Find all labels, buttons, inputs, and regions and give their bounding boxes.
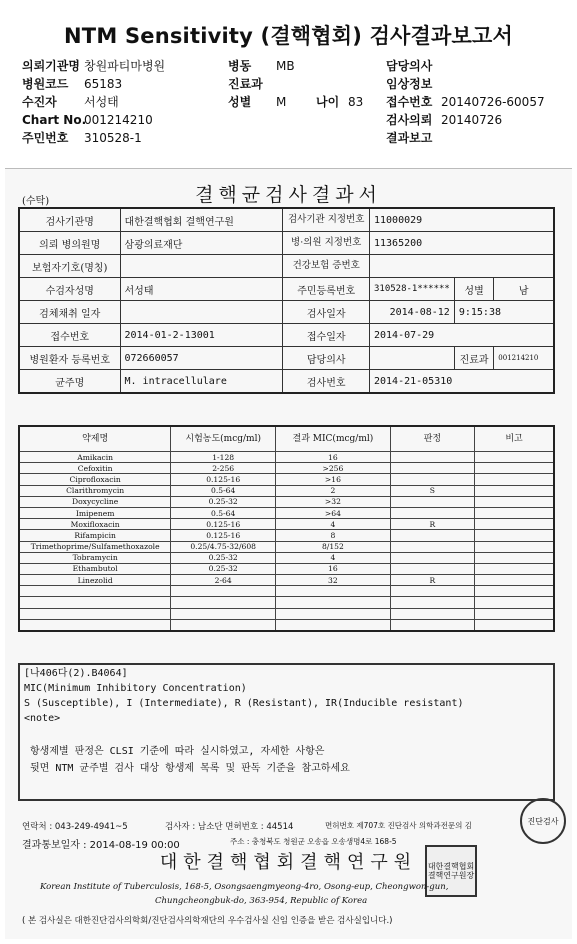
mic-result: 8 xyxy=(276,530,391,541)
notes-code: [나406다(2).B4064] xyxy=(24,668,128,679)
ward-value: MB xyxy=(276,59,295,73)
drug-name: Clarithromycin xyxy=(19,485,171,496)
result-report-label: 결과보고 xyxy=(386,131,433,145)
patient-no-value: 072660057 xyxy=(120,347,283,370)
col-remarks: 비고 xyxy=(475,426,554,452)
drug-name: Trimethoprime/Sulfamethoxazole xyxy=(19,541,171,552)
patient-no-label: 병원환자 등록번호 xyxy=(19,347,120,370)
test-concentration: 0.125-16 xyxy=(171,474,276,485)
interpretation xyxy=(390,463,474,474)
hosp-code-label: 병·의원 지정번호 xyxy=(283,232,370,255)
doctor-label: 담당의사 xyxy=(386,59,433,73)
hosp-code-value: 11365200 xyxy=(369,232,554,255)
drug-name: Doxycycline xyxy=(19,496,171,507)
interpretation xyxy=(390,530,474,541)
test-concentration: 2-64 xyxy=(171,575,276,586)
remarks xyxy=(475,552,554,563)
inst-value: 대한결핵협회 결핵연구원 xyxy=(120,208,283,232)
mic-result: >32 xyxy=(276,496,391,507)
remarks xyxy=(475,597,554,608)
drug-name: Tobramycin xyxy=(19,552,171,563)
table-row xyxy=(19,463,554,474)
table-row xyxy=(19,485,554,496)
test-concentration xyxy=(171,586,276,597)
insurance-no-label: 건강보험 증번호 xyxy=(283,255,370,278)
table-row xyxy=(19,530,554,541)
drug-name: Moxifloxacin xyxy=(19,519,171,530)
ward-label: 병동 xyxy=(228,59,252,73)
doctor-value-2 xyxy=(369,347,454,370)
remarks xyxy=(475,541,554,552)
test-concentration: 1-128 xyxy=(171,452,276,463)
hosp-name-value: 창원파티마병원 xyxy=(84,59,166,73)
table-row xyxy=(19,575,554,586)
mic-result: >16 xyxy=(276,474,391,485)
remarks xyxy=(475,519,554,530)
footer-report-date: 결과통보일자 : 2014-08-19 00:00 xyxy=(22,840,180,851)
drug-name xyxy=(19,586,171,597)
interpretation xyxy=(390,597,474,608)
drug-name: Ethambutol xyxy=(19,563,171,574)
test-date-value: 2014-08-12 xyxy=(369,301,454,324)
rrn-value-2: 310528-1****** xyxy=(369,278,454,301)
clinical-info-label: 임상정보 xyxy=(386,77,433,91)
patient-value: 서성태 xyxy=(84,95,119,109)
test-concentration: 0.25-32 xyxy=(171,563,276,574)
sex-label: 성별 xyxy=(228,95,252,109)
drug-name: Amikacin xyxy=(19,452,171,463)
stamp-text: 대한결핵협회결핵연구원장 xyxy=(427,862,475,880)
organism-value: M. intracellulare xyxy=(120,370,283,394)
test-no-value: 2014-21-05310 xyxy=(369,370,554,394)
mic-result xyxy=(276,597,391,608)
drug-name: Imipenem xyxy=(19,507,171,518)
footer-license: 면허번호 제707호 진단검사 의학과전문의 김 xyxy=(325,821,473,830)
remarks xyxy=(475,485,554,496)
rrn-label: 주민번호 xyxy=(22,131,69,145)
receipt-no-label: 접수번호 xyxy=(386,95,433,109)
receipt-value: 2014-01-2-13001 xyxy=(120,324,283,347)
inst-code-value: 11000029 xyxy=(369,208,554,232)
test-concentration: 0.5-64 xyxy=(171,485,276,496)
dept-label: 진료과 xyxy=(228,77,263,91)
chart-no-value: 001214210 xyxy=(84,113,153,127)
test-concentration: 0.125-16 xyxy=(171,530,276,541)
test-concentration: 2-256 xyxy=(171,463,276,474)
mic-result xyxy=(276,608,391,619)
test-concentration xyxy=(171,608,276,619)
dept-value-2: 001214210 xyxy=(494,347,554,370)
drug-name xyxy=(19,619,171,631)
remarks xyxy=(475,575,554,586)
notes-tag: <note> xyxy=(24,713,61,724)
notes-text-2: 뒷면 NTM 균주별 검사 대상 항생제 목록 및 판독 기준을 참고하세요 xyxy=(30,763,350,774)
organism-label: 균주명 xyxy=(19,370,120,394)
notes-legend: S (Susceptible), I (Intermediate), R (Resistant), IR(Inducible resistant) xyxy=(24,698,464,709)
rrn-label-2: 주민등록번호 xyxy=(283,278,370,301)
col-mic: 결과 MIC(mcg/ml) xyxy=(276,426,391,452)
request-date-value: 20140726 xyxy=(441,113,503,127)
drug-name xyxy=(19,608,171,619)
table-row xyxy=(19,452,554,463)
receipt-date-value: 2014-07-29 xyxy=(369,324,554,347)
receipt-no-value: 20140726-60057 xyxy=(441,95,545,109)
mic-result: 16 xyxy=(276,452,391,463)
footer-contact: 연락처 : 043-249-4941~5 xyxy=(22,822,128,832)
footer-cert: ( 본 검사실은 대한진단검사의학회/진단검사의학재단의 우수검사실 신임 인증을 받은 검사실입니다.) xyxy=(22,916,393,926)
interpretation: R xyxy=(390,519,474,530)
table-row xyxy=(19,563,554,574)
insurance-no-value xyxy=(369,255,554,278)
remarks xyxy=(475,530,554,541)
receipt-label: 접수번호 xyxy=(19,324,120,347)
mic-result xyxy=(276,619,391,631)
test-concentration: 0.25-32 xyxy=(171,552,276,563)
remarks xyxy=(475,496,554,507)
sex-value-2: 남 xyxy=(494,278,554,301)
drug-name xyxy=(19,597,171,608)
drug-name: Rifampicin xyxy=(19,530,171,541)
seal-text: 진단검사 xyxy=(527,816,559,826)
table-row xyxy=(19,608,554,619)
interpretation xyxy=(390,496,474,507)
table-row xyxy=(19,552,554,563)
hosp-code-value: 65183 xyxy=(84,77,123,91)
mic-result: 4 xyxy=(276,519,391,530)
patient-name-label: 수검자성명 xyxy=(19,278,120,301)
footer-eng-2: Chungcheongbuk-do, 363-954, Republic of Korea xyxy=(155,896,368,906)
test-concentration: 0.25-32 xyxy=(171,496,276,507)
sex-label-2: 성별 xyxy=(454,278,493,301)
mic-result: >64 xyxy=(276,507,391,518)
hosp-label: 의뢰 병의원명 xyxy=(19,232,120,255)
inst-label: 검사기관명 xyxy=(19,208,120,232)
table-row xyxy=(19,474,554,485)
test-concentration: 0.25/4.75-32/608 xyxy=(171,541,276,552)
insurer-label: 보험자기호(명칭) xyxy=(19,255,120,278)
report-title: NTM Sensitivity (결핵협회) 검사결과보고서 xyxy=(64,24,513,48)
col-drug: 약제명 xyxy=(19,426,171,452)
report-subtitle: (수탁) xyxy=(22,196,50,207)
footer-tester: 검사자 : 남소단 면허번호 : 44514 xyxy=(165,822,294,832)
specimen-date-label: 검체채취 일자 xyxy=(19,301,120,324)
patient-name-value: 서성태 xyxy=(120,278,283,301)
institute-name: 대한결핵협회결핵연구원 xyxy=(159,852,418,873)
interpretation xyxy=(390,541,474,552)
interpretation xyxy=(390,619,474,631)
remarks xyxy=(475,586,554,597)
test-concentration xyxy=(171,597,276,608)
interpretation: S xyxy=(390,485,474,496)
remarks xyxy=(475,474,554,485)
mic-result: 32 xyxy=(276,575,391,586)
mic-result: 2 xyxy=(276,485,391,496)
test-date-label: 검사일자 xyxy=(283,301,370,324)
mic-result: >256 xyxy=(276,463,391,474)
mic-result: 4 xyxy=(276,552,391,563)
remarks xyxy=(475,452,554,463)
rrn-value: 310528-1 xyxy=(84,131,142,145)
hosp-code-label: 병원코드 xyxy=(22,77,69,91)
remarks xyxy=(475,608,554,619)
notes-box xyxy=(18,663,555,801)
drug-name: Linezolid xyxy=(19,575,171,586)
test-concentration xyxy=(171,619,276,631)
patient-info-table xyxy=(18,207,555,394)
doctor-label-2: 담당의사 xyxy=(283,347,370,370)
drug-name: Cefoxitin xyxy=(19,463,171,474)
interpretation xyxy=(390,452,474,463)
test-no-label: 검사번호 xyxy=(283,370,370,394)
drug-name: Ciprofloxacin xyxy=(19,474,171,485)
remarks xyxy=(475,619,554,631)
notes-text-1: 항생제별 판정은 CLSI 기준에 따라 실시하였고, 자세한 사항은 xyxy=(30,746,325,757)
test-time-value: 9:15:38 xyxy=(454,301,554,324)
col-interpretation: 판정 xyxy=(390,426,474,452)
dept-label-2: 진료과 xyxy=(454,347,493,370)
header-col-3 xyxy=(386,57,545,147)
age-value: 83 xyxy=(348,95,364,109)
interpretation xyxy=(390,507,474,518)
remarks xyxy=(475,507,554,518)
patient-label: 수진자 xyxy=(22,95,57,109)
table-row xyxy=(19,541,554,552)
mic-result xyxy=(276,586,391,597)
interpretation: R xyxy=(390,575,474,586)
test-concentration: 0.5-64 xyxy=(171,507,276,518)
remarks xyxy=(475,563,554,574)
notes-mic: MIC(Minimum Inhibitory Concentration) xyxy=(24,683,247,694)
table-row xyxy=(19,496,554,507)
inst-code-label: 검사기관 지정번호 xyxy=(283,208,370,232)
interpretation xyxy=(390,474,474,485)
interpretation xyxy=(390,563,474,574)
table-row xyxy=(19,586,554,597)
interpretation xyxy=(390,586,474,597)
report-heading: 결핵균검사결과서 xyxy=(195,184,382,206)
mic-result: 16 xyxy=(276,563,391,574)
hosp-value: 삼광의료재단 xyxy=(120,232,283,255)
sex-value: M xyxy=(276,95,287,109)
footer-address: 주소 : 충청북도 청원군 오송읍 오송생명4로 168-5 xyxy=(230,837,397,846)
table-row xyxy=(19,507,554,518)
footer-eng-1: Korean Institute of Tuberculosis, 168-5, Osongsaengmyeong-4ro, Osong-eup, Cheongwon-gun, xyxy=(40,882,449,892)
mic-result: 8/152 xyxy=(276,541,391,552)
insurer-value xyxy=(120,255,283,278)
interpretation xyxy=(390,608,474,619)
age-label: 나이 xyxy=(316,95,340,109)
remarks xyxy=(475,463,554,474)
table-row xyxy=(19,519,554,530)
test-concentration: 0.125-16 xyxy=(171,519,276,530)
table-row xyxy=(19,619,554,631)
drug-table-header xyxy=(19,426,554,452)
drug-susceptibility-table xyxy=(18,425,555,632)
header-col-1 xyxy=(22,57,165,147)
chart-no-label: Chart No. xyxy=(22,113,87,127)
col-concentration: 시험농도(mcg/ml) xyxy=(171,426,276,452)
table-row xyxy=(19,597,554,608)
interpretation xyxy=(390,552,474,563)
hosp-name-label: 의뢰기관명 xyxy=(22,59,80,73)
certification-seal xyxy=(520,798,566,844)
request-date-label: 검사의뢰 xyxy=(386,113,433,127)
specimen-date-value xyxy=(120,301,283,324)
receipt-date-label: 접수일자 xyxy=(283,324,370,347)
header-col-2 xyxy=(228,57,363,111)
